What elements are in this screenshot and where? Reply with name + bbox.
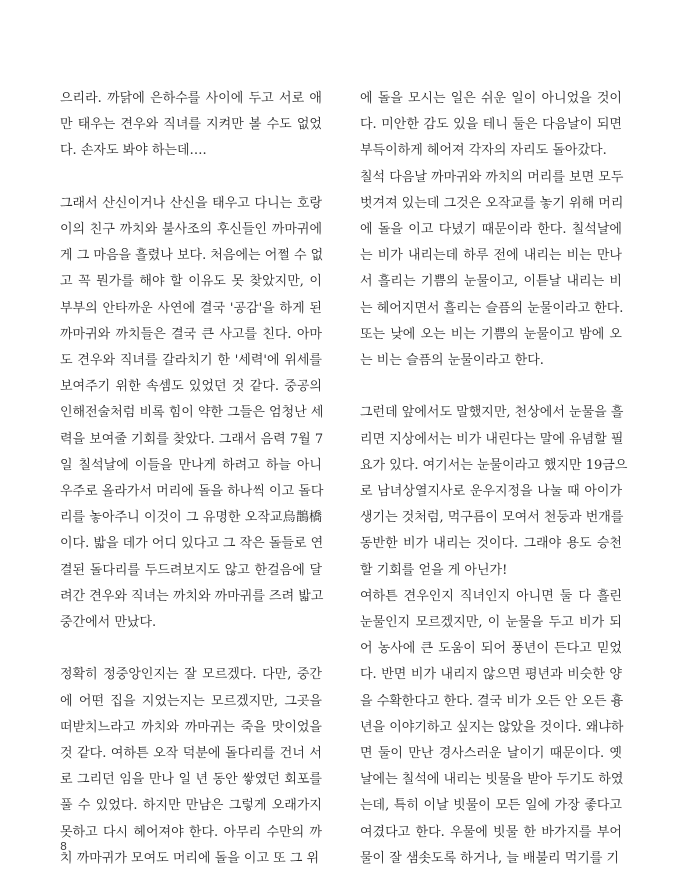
left-column bbox=[60, 86, 322, 872]
text-line: 는 헤어지면서 흘리는 슬픔의 눈물이라고 한다. bbox=[360, 300, 624, 316]
text-line: 고 꼭 뭔가를 해야 할 이유도 못 찾았지만, 이 bbox=[60, 274, 322, 290]
text-line: 할 기회를 얻을 게 아닌가! bbox=[360, 562, 508, 578]
paragraph bbox=[60, 86, 322, 165]
text-line: 그런데 앞에서도 말했지만, 천상에서 눈물을 흘 bbox=[360, 405, 624, 421]
text-line: 로 남녀상열지사로 운우지정을 나눌 때 아이가 bbox=[360, 484, 622, 500]
paragraph bbox=[360, 400, 628, 872]
text-line: 도 견우와 직녀를 갈라치기 한 '세력'에 위세를 bbox=[60, 353, 322, 369]
text-line: 것 같다. 여하튼 오작 덕분에 돌다리를 건너 서 bbox=[60, 746, 322, 762]
text-line: 면 둘이 만난 경사스러운 날이기 때문이다. 옛 bbox=[360, 746, 622, 762]
text-line: 서 흘리는 기쁨의 눈물이고, 이튿날 내리는 비 bbox=[360, 274, 622, 290]
text-line: 보여주기 위한 속셈도 있었던 것 같다. 중공의 bbox=[60, 379, 322, 395]
paragraph bbox=[60, 191, 322, 636]
text-line: 어 농사에 큰 도움이 되어 풍년이 든다고 믿었 bbox=[360, 641, 622, 657]
paragraph bbox=[60, 662, 322, 872]
text-line: 는 비는 슬픔의 눈물이라고 한다. bbox=[360, 353, 544, 369]
text-line: 또는 낮에 오는 비는 기쁨의 눈물이고 밤에 오 bbox=[360, 326, 622, 342]
text-line: 에 돌을 모시는 일은 쉬운 일이 아니었을 것이 bbox=[360, 91, 622, 106]
text-line: 물이 잘 샘솟도록 하거나, 늘 배불리 먹기를 기 bbox=[360, 850, 620, 866]
text-line: 으리라. 까닭에 은하수를 사이에 두고 서로 애 bbox=[60, 91, 322, 106]
text-line: 중간에서 만났다. bbox=[60, 615, 157, 631]
text-line: 년을 이야기하고 싶지는 않았을 것이다. 왜냐하 bbox=[360, 719, 624, 735]
text-line: 동반한 비가 내리는 것이다. 그래야 용도 승천 bbox=[360, 536, 622, 552]
text-line: 게 그 마음을 흘렸나 보다. 처음에는 어쩔 수 없 bbox=[60, 248, 324, 264]
text-line: 부득이하게 헤어져 각자의 자리도 돌아갔다. bbox=[360, 143, 607, 159]
text-line: 벗겨져 있는데 그것은 오작교를 놓기 위해 머리 bbox=[360, 195, 624, 211]
text-line: 생기는 것처럼, 먹구름이 모여서 천둥과 번개를 bbox=[360, 510, 624, 526]
page-number: 8 bbox=[60, 840, 67, 853]
text-line: 는데, 특히 이날 빗물이 모든 일에 가장 좋다고 bbox=[360, 798, 622, 814]
text-line: 풀 수 있었다. 하지만 만남은 그렇게 오래가지 bbox=[60, 798, 322, 814]
text-line: 로 그리던 임을 만나 일 년 동안 쌓였던 회포를 bbox=[60, 772, 322, 788]
paragraph bbox=[360, 86, 622, 374]
right-column bbox=[360, 86, 628, 872]
text-line: 여하튼 견우인지 직녀인지 아니면 둘 다 흘린 bbox=[360, 588, 622, 604]
text-line: 이다. 밟을 데가 어디 있다고 그 작은 돌들로 연 bbox=[60, 536, 324, 552]
text-line: 그래서 산신이거나 산신을 태우고 다니는 호랑 bbox=[60, 195, 322, 211]
text-line: 일 칠석날에 이들을 만나게 하려고 하늘 아니 bbox=[60, 457, 322, 473]
text-line: 력을 보여줄 기회를 찾았다. 그래서 음력 7월 7 bbox=[60, 431, 324, 447]
text-line: 날에는 칠석에 내리는 빗물을 받아 두기도 하였 bbox=[360, 772, 624, 788]
text-line: 못하고 다시 헤어져야 한다. 아무리 수만의 까 bbox=[60, 824, 322, 840]
text-line: 만 태우는 견우와 직녀를 지켜만 볼 수도 없었 bbox=[60, 117, 322, 133]
paragraph-gap bbox=[60, 165, 322, 191]
text-line: 우주로 올라가서 머리에 돌을 하나씩 이고 돌다 bbox=[60, 484, 324, 500]
text-line: 요가 있다. 여기서는 눈물이라고 했지만 19금으 bbox=[360, 457, 628, 473]
text-line: 다. 미안한 감도 있을 테니 둘은 다음날이 되면 bbox=[360, 117, 622, 133]
paragraph-gap bbox=[360, 374, 622, 400]
text-line: 리면 지상에서는 비가 내린다는 말에 유념할 필 bbox=[360, 431, 624, 447]
text-line: 까마귀와 까치들은 결국 큰 사고를 친다. 아마 bbox=[60, 326, 322, 342]
text-line: 다. 손자도 봐야 하는데…. bbox=[60, 143, 207, 159]
text-line: 려간 견우와 직녀는 까치와 까마귀를 즈려 밟고 bbox=[60, 588, 324, 604]
text-line: 에 돌을 이고 다녔기 때문이라 한다. 칠석날에 bbox=[360, 222, 622, 238]
text-line: 리를 놓아주니 이것이 그 유명한 오작교烏鵲橋 bbox=[60, 510, 322, 526]
text-line: 부부의 안타까운 사연에 결국 '공감'을 하게 된 bbox=[60, 300, 322, 316]
text-line: 떠받치느라고 까치와 까마귀는 죽을 맛이었을 bbox=[60, 719, 322, 735]
text-line: 인해전술처럼 비록 힘이 약한 그들은 엄청난 세 bbox=[60, 405, 324, 421]
text-line: 이의 친구 까치와 불사조의 후신들인 까마귀에 bbox=[60, 222, 322, 237]
text-line: 정확히 정중앙인지는 잘 모르겠다. 다만, 중간 bbox=[60, 667, 322, 683]
text-line: 에 어떤 집을 지었는지는 모르겠지만, 그곳을 bbox=[60, 693, 322, 709]
text-line: 는 비가 내리는데 하루 전에 내리는 비는 만나 bbox=[360, 248, 622, 264]
text-line: 눈물인지 모르겠지만, 이 눈물을 두고 비가 되 bbox=[360, 615, 622, 631]
text-line: 을 수확한다고 한다. 결국 비가 오든 안 오든 흉 bbox=[360, 693, 624, 709]
text-line: 칠석 다음날 까마귀와 까치의 머리를 보면 모두 bbox=[360, 169, 624, 185]
paragraph-gap bbox=[60, 636, 322, 662]
text-line: 여겼다고 한다. 우물에 빗물 한 바가지를 부어 bbox=[360, 824, 622, 840]
text-line: 치 까마귀가 모여도 머리에 돌을 이고 또 그 위 bbox=[60, 850, 320, 866]
text-line: 다. 반면 비가 내리지 않으면 평년과 비슷한 양 bbox=[360, 667, 622, 683]
text-line: 결된 돌다리를 두드려보지도 않고 한걸음에 달 bbox=[60, 562, 322, 578]
